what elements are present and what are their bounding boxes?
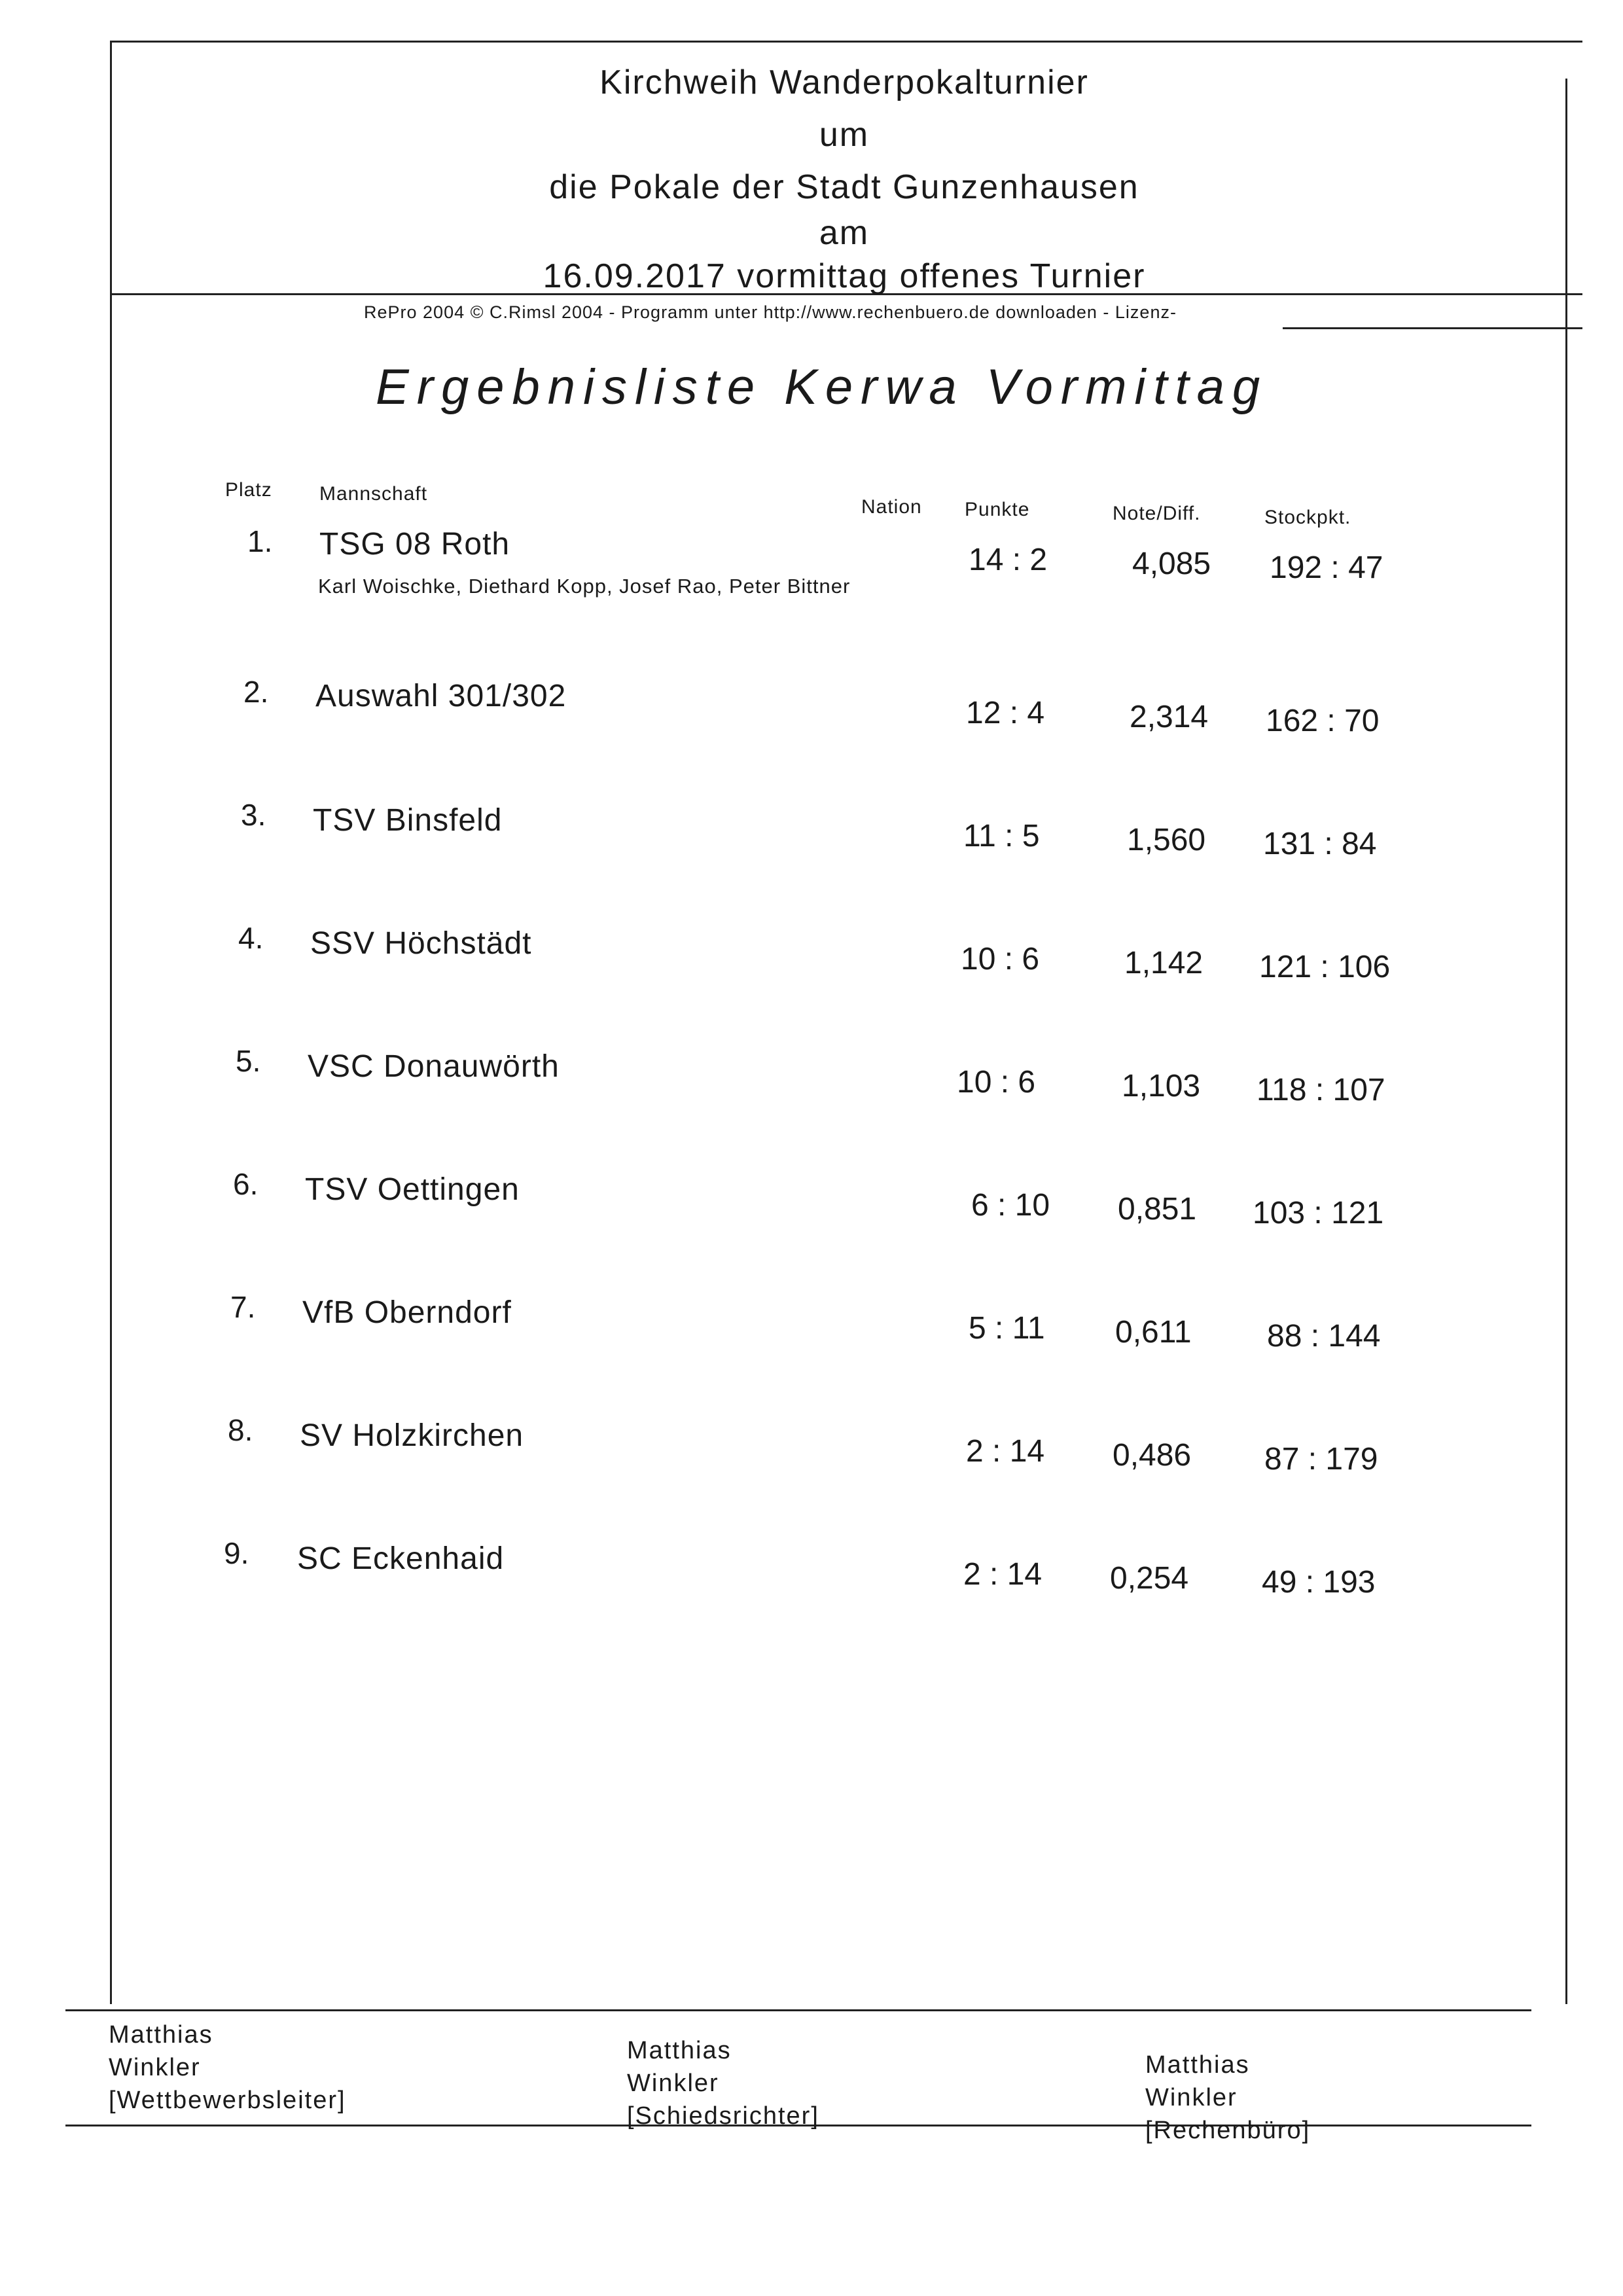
row-stock: 87 : 179 xyxy=(1264,1442,1378,1477)
signature-last-name: Winkler xyxy=(109,2054,201,2081)
row-note: 2,314 xyxy=(1130,700,1209,734)
signature-top-line xyxy=(65,2009,1531,2011)
row-place: 8. xyxy=(228,1413,253,1447)
frame-top xyxy=(110,41,1582,43)
row-stock: 49 : 193 xyxy=(1262,1565,1376,1600)
row-points: 2 : 14 xyxy=(963,1557,1043,1592)
row-place: 7. xyxy=(230,1290,256,1324)
page-title: Ergebnisliste Kerwa Vormittag xyxy=(376,359,1268,415)
row-team: Auswahl 301/302 xyxy=(315,679,567,713)
row-note: 0,851 xyxy=(1118,1192,1197,1227)
row-team: SC Eckenhaid xyxy=(297,1541,505,1576)
row-points: 10 : 6 xyxy=(957,1065,1036,1100)
header-line-1: Kirchweih Wanderpokalturnier xyxy=(599,63,1089,101)
row-members: Karl Woischke, Diethard Kopp, Josef Rao, Peter Bittner xyxy=(318,575,851,598)
header-line-4: am xyxy=(819,214,870,252)
row-points: 2 : 14 xyxy=(966,1434,1045,1469)
row-team: SSV Höchstädt xyxy=(310,926,532,961)
row-place: 1. xyxy=(247,524,273,558)
repro-license-line: RePro 2004 © C.Rimsl 2004 - Programm unter http://www.rechenbuero.de downloaden - Lizenz- xyxy=(364,302,1177,322)
row-note: 1,142 xyxy=(1124,946,1204,980)
row-note: 0,611 xyxy=(1115,1315,1192,1350)
header-line-3: die Pokale der Stadt Gunzenhausen xyxy=(549,168,1139,206)
signature-rechenbuero xyxy=(1145,2049,1310,2147)
row-stock: 88 : 144 xyxy=(1267,1319,1381,1354)
col-platz: Platz xyxy=(225,479,272,501)
frame-left xyxy=(110,41,112,2004)
signature-last-name: Winkler xyxy=(627,2070,719,2097)
row-place: 6. xyxy=(233,1167,259,1201)
row-team: TSV Oettingen xyxy=(305,1172,520,1207)
row-stock: 103 : 121 xyxy=(1253,1196,1384,1230)
row-team: VSC Donauwörth xyxy=(308,1049,560,1084)
row-note: 0,486 xyxy=(1113,1438,1192,1473)
col-mannschaft: Mannschaft xyxy=(319,483,428,505)
header-line-5: 16.09.2017 vormittag offenes Turnier xyxy=(543,257,1146,295)
row-points: 12 : 4 xyxy=(966,696,1045,730)
signature-first-name: Matthias xyxy=(1145,2051,1250,2079)
row-team: SV Holzkirchen xyxy=(300,1418,524,1453)
row-note: 1,103 xyxy=(1122,1069,1201,1103)
col-stockpkt: Stockpkt. xyxy=(1264,507,1351,528)
row-stock: 121 : 106 xyxy=(1259,950,1391,984)
signature-role: [Schiedsrichter] xyxy=(627,2102,819,2130)
row-place: 3. xyxy=(241,798,266,832)
row-stock: 131 : 84 xyxy=(1263,827,1377,861)
row-place: 9. xyxy=(224,1536,249,1570)
row-team: TSV Binsfeld xyxy=(313,803,503,838)
col-punkte: Punkte xyxy=(965,499,1030,520)
signature-first-name: Matthias xyxy=(627,2037,732,2064)
row-stock: 192 : 47 xyxy=(1270,550,1383,585)
row-stock: 118 : 107 xyxy=(1257,1073,1385,1107)
signature-schiedsrichter xyxy=(627,2034,819,2132)
row-team: VfB Oberndorf xyxy=(302,1295,512,1330)
signature-wettbewerbsleiter xyxy=(109,2018,346,2117)
row-team: TSG 08 Roth xyxy=(319,527,510,562)
row-place: 4. xyxy=(238,921,264,955)
row-points: 6 : 10 xyxy=(971,1188,1050,1223)
col-note: Note/Diff. xyxy=(1113,503,1201,524)
row-note: 1,560 xyxy=(1127,823,1206,857)
signature-role: [Wettbewerbsleiter] xyxy=(109,2087,346,2114)
col-nation: Nation xyxy=(861,496,922,518)
row-points: 5 : 11 xyxy=(969,1311,1045,1346)
row-points: 10 : 6 xyxy=(961,942,1040,977)
row-points: 11 : 5 xyxy=(963,819,1040,853)
frame-right xyxy=(1565,79,1567,2004)
signature-last-name: Winkler xyxy=(1145,2084,1238,2111)
header-line-2: um xyxy=(819,116,870,154)
header-divider-2 xyxy=(1283,327,1582,329)
signature-role: [Rechenbüro] xyxy=(1145,2117,1311,2144)
row-place: 2. xyxy=(243,675,269,709)
row-place: 5. xyxy=(236,1044,261,1078)
row-points: 14 : 2 xyxy=(969,543,1048,577)
row-stock: 162 : 70 xyxy=(1266,704,1380,738)
signature-first-name: Matthias xyxy=(109,2021,213,2049)
row-note: 4,085 xyxy=(1132,547,1211,581)
row-note: 0,254 xyxy=(1110,1561,1189,1596)
